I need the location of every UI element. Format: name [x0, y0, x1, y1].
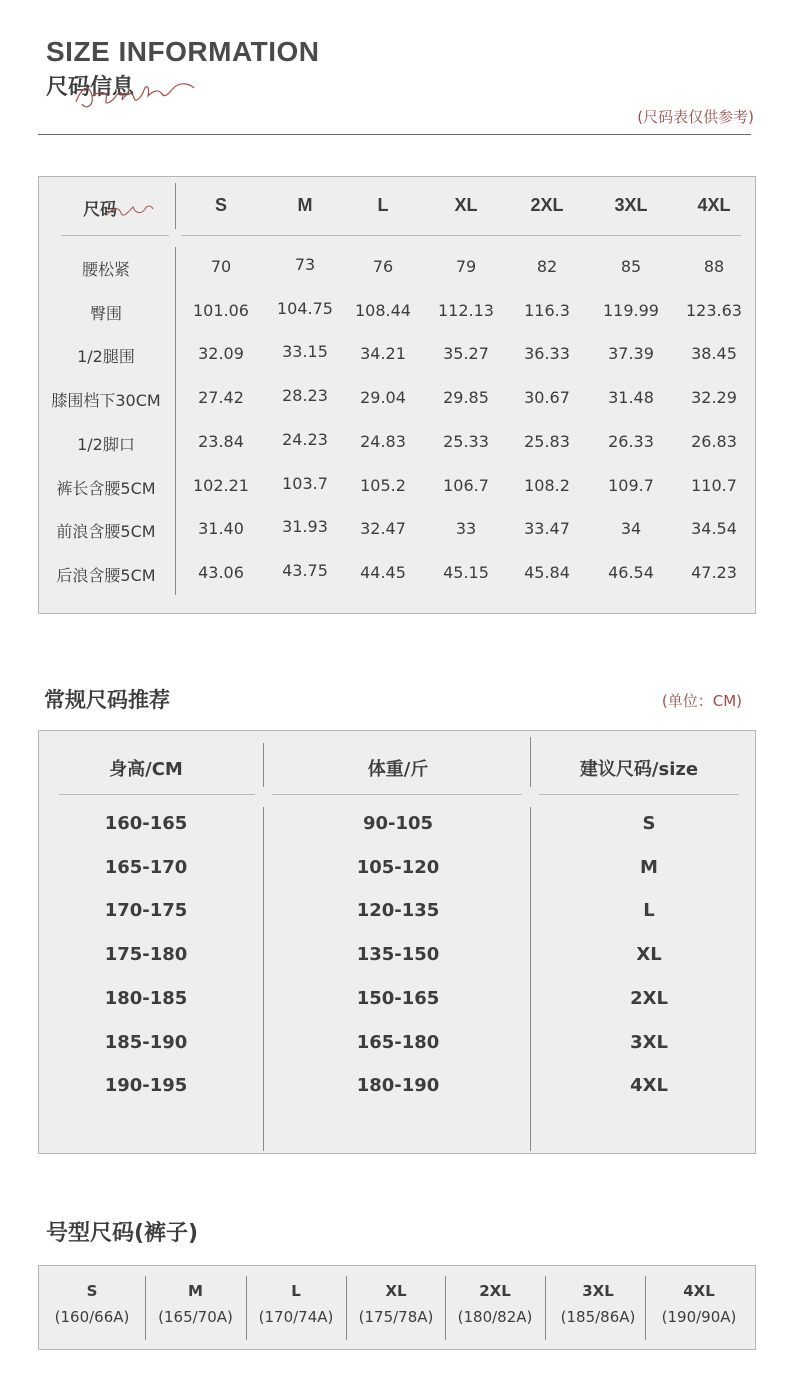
header-weight: 体重/斤 [367, 759, 429, 780]
row-label: 臀围 [89, 304, 122, 323]
table-cell: XL [636, 944, 662, 965]
column-divider [175, 183, 176, 229]
type-col [445, 1266, 545, 1351]
table-cell: 79 [455, 257, 477, 276]
table-cell: 165-180 [356, 1032, 440, 1053]
table-cell: 31.93 [282, 517, 328, 536]
table-cell: 185-190 [104, 1032, 188, 1053]
type-col [39, 1266, 145, 1351]
table-cell: 38.45 [691, 344, 737, 363]
table-cell: 73 [294, 255, 316, 274]
table-cell: 190-195 [104, 1075, 188, 1096]
recommend-table [38, 730, 756, 1154]
table-row [39, 988, 755, 1012]
type-size: L [291, 1282, 301, 1300]
table-cell: 170-175 [104, 900, 188, 921]
table-cell: 26.33 [608, 432, 654, 451]
table-cell: 105.2 [360, 476, 406, 495]
row-label: 裤长含腰5CM [56, 479, 156, 498]
table-row [39, 301, 755, 323]
type-size: 4XL [683, 1282, 715, 1300]
table-cell: 28.23 [282, 386, 328, 405]
table-cell: 44.45 [360, 563, 406, 582]
table-cell: 34.54 [691, 519, 737, 538]
table-cell: 35.27 [443, 344, 489, 363]
type-spec: (165/70A) [158, 1308, 233, 1326]
table-cell: 106.7 [443, 476, 489, 495]
table-cell: 4XL [630, 1075, 668, 1096]
type-col [545, 1266, 651, 1351]
table-row [39, 813, 755, 837]
size-col-m: M [297, 195, 313, 215]
column-divider [530, 737, 531, 787]
table-cell: 135-150 [356, 944, 440, 965]
table-cell: 29.04 [360, 388, 406, 407]
table-row [39, 476, 755, 498]
table-cell: 25.33 [443, 432, 489, 451]
header-divider [38, 134, 751, 135]
table-cell: 70 [210, 257, 232, 276]
table-cell: 85 [620, 257, 642, 276]
table-cell: 29.85 [443, 388, 489, 407]
table-cell: S [642, 813, 656, 834]
type-spec: (160/66A) [54, 1308, 130, 1326]
type-spec: (185/86A) [560, 1308, 636, 1326]
table-cell: 33.15 [282, 342, 328, 361]
table-row [39, 944, 755, 968]
table-cell: 90-105 [362, 813, 434, 834]
table-row [39, 519, 755, 541]
table-cell: 2XL [630, 988, 668, 1009]
table-cell: 31.48 [608, 388, 654, 407]
table-cell: 116.3 [524, 301, 570, 320]
table-cell: 25.83 [524, 432, 570, 451]
type-size: M [188, 1282, 203, 1300]
header-underline [539, 794, 739, 795]
corner-label: 尺码 [83, 200, 117, 220]
page-title-en: SIZE INFORMATION [46, 36, 320, 67]
type-size: 2XL [479, 1282, 511, 1300]
header-size: 建议尺码/size [579, 759, 699, 780]
table-cell: 109.7 [608, 476, 654, 495]
table-cell: 105-120 [356, 857, 440, 878]
table-cell: 180-185 [104, 988, 188, 1009]
type-spec: (190/90A) [661, 1308, 737, 1326]
table-cell: 24.83 [360, 432, 406, 451]
table-cell: 37.39 [608, 344, 654, 363]
table-cell: 32.09 [198, 344, 244, 363]
script-flourish-icon [105, 193, 155, 223]
table-cell: 160-165 [104, 813, 188, 834]
table-cell: 45.15 [443, 563, 489, 582]
table-cell: 23.84 [198, 432, 244, 451]
table-cell: 26.83 [691, 432, 737, 451]
type-col [645, 1266, 753, 1351]
header-underline [272, 794, 522, 795]
recommend-title: 常规尺码推荐 [44, 688, 170, 712]
size-col-4xl: 4XL [697, 195, 731, 215]
recommend-unit: (单位：CM) [661, 692, 742, 710]
table-cell: 31.40 [198, 519, 244, 538]
type-spec: (170/74A) [258, 1308, 334, 1326]
table-cell: 34.21 [360, 344, 406, 363]
table-cell: 101.06 [193, 301, 249, 320]
type-col [246, 1266, 346, 1351]
table-row [39, 257, 755, 279]
table-cell: 76 [372, 257, 394, 276]
size-table [38, 176, 756, 614]
table-cell: 43.06 [198, 563, 244, 582]
table-cell: 43.75 [282, 561, 328, 580]
table-row [39, 1032, 755, 1056]
table-cell: 108.2 [524, 476, 570, 495]
row-label: 1/2腿围 [77, 347, 135, 366]
table-row [39, 344, 755, 366]
size-col-2xl: 2XL [530, 195, 564, 215]
size-col-s: S [214, 195, 227, 215]
table-cell: 180-190 [356, 1075, 440, 1096]
script-decoration-icon [72, 66, 202, 116]
table-cell: 32.47 [360, 519, 406, 538]
table-cell: 103.7 [282, 474, 328, 493]
size-col-xl: XL [454, 195, 478, 215]
row-label: 膝围档下30CM [51, 391, 161, 410]
table-cell: 30.67 [524, 388, 570, 407]
table-cell: 24.23 [282, 430, 328, 449]
table-cell: 102.21 [193, 476, 249, 495]
table-cell: 32.29 [691, 388, 737, 407]
table-cell: 104.75 [277, 299, 333, 318]
table-cell: 3XL [630, 1032, 668, 1053]
header-underline [181, 235, 741, 236]
row-label: 前浪含腰5CM [56, 522, 156, 541]
table-cell: 27.42 [198, 388, 244, 407]
type-size: 3XL [582, 1282, 614, 1300]
table-cell: 88 [703, 257, 725, 276]
header-height: 身高/CM [109, 759, 183, 780]
table-row [39, 388, 755, 410]
type-col [145, 1266, 246, 1351]
table-cell: 119.99 [603, 301, 659, 320]
size-col-l: L [377, 195, 389, 215]
table-cell: 165-170 [104, 857, 188, 878]
type-title: 号型尺码(裤子) [46, 1221, 199, 1246]
table-cell: 34 [620, 519, 642, 538]
size-col-3xl: 3XL [614, 195, 648, 215]
table-row [39, 1075, 755, 1099]
table-cell: 110.7 [691, 476, 737, 495]
table-cell: 150-165 [356, 988, 440, 1009]
table-cell: 46.54 [608, 563, 654, 582]
header-underline [59, 794, 255, 795]
type-table [38, 1265, 756, 1350]
table-row [39, 432, 755, 454]
table-cell: 112.13 [438, 301, 494, 320]
type-spec: (180/82A) [457, 1308, 533, 1326]
table-cell: 47.23 [691, 563, 737, 582]
table-cell: 82 [536, 257, 558, 276]
table-cell: M [640, 857, 658, 878]
column-divider [263, 743, 264, 787]
header-underline [61, 235, 169, 236]
table-cell: 108.44 [355, 301, 411, 320]
row-label: 1/2脚口 [77, 435, 135, 454]
table-row [39, 900, 755, 924]
table-row [39, 563, 755, 585]
row-label: 腰松紧 [81, 260, 130, 279]
type-spec: (175/78A) [358, 1308, 434, 1326]
table-cell: 123.63 [686, 301, 742, 320]
type-size: XL [385, 1282, 407, 1300]
column-divider [175, 247, 176, 595]
size-note: (尺码表仅供参考) [637, 108, 754, 126]
table-cell: 33.47 [524, 519, 570, 538]
page-title-cn: 尺码信息 [46, 75, 135, 100]
table-cell: 45.84 [524, 563, 570, 582]
table-cell: 33 [455, 519, 477, 538]
table-cell: 120-135 [356, 900, 440, 921]
table-cell: 175-180 [104, 944, 188, 965]
table-cell: L [643, 900, 655, 921]
row-label: 后浪含腰5CM [56, 566, 156, 585]
type-col [346, 1266, 446, 1351]
table-row [39, 857, 755, 881]
type-size: S [86, 1282, 98, 1300]
table-cell: 36.33 [524, 344, 570, 363]
